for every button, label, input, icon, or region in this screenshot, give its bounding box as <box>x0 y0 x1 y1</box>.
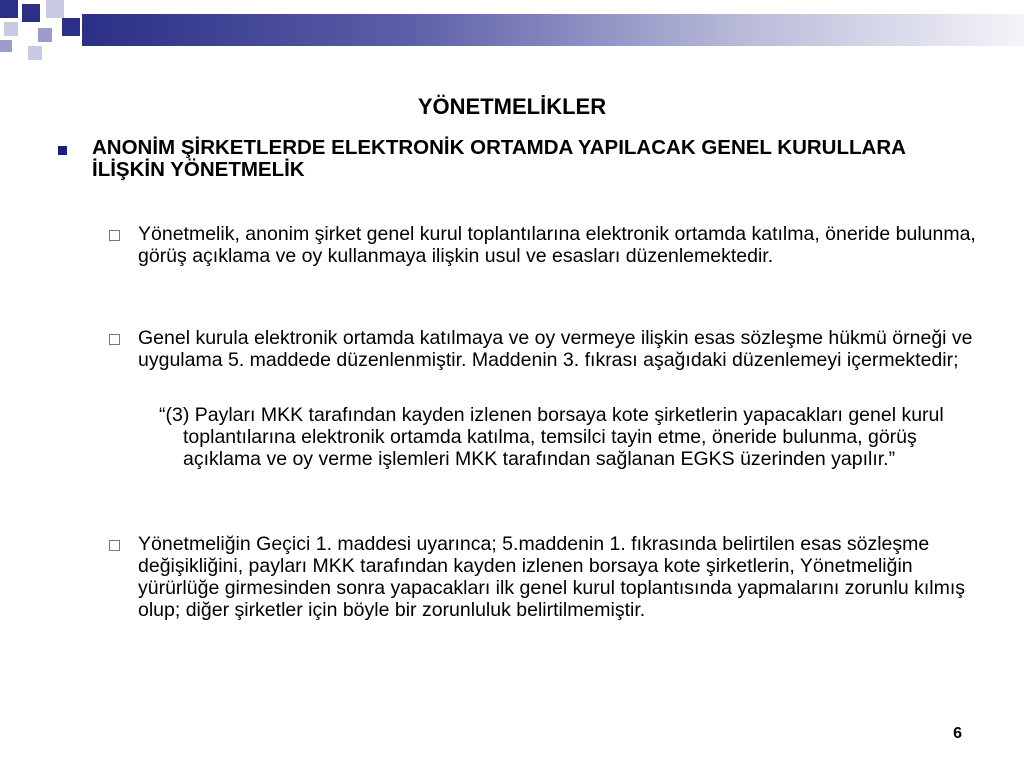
list-item: Yönetmelik, anonim şirket genel kurul toplantılarına elektronik ortamda katılma, öneride bulunma, görüş açıklama ve oy kullanmaya ilişkin usul ve esasları düzenlemektedir. <box>138 223 976 267</box>
decor-square <box>0 0 18 18</box>
slide-title: YÖNETMELİKLER <box>417 94 607 119</box>
decor-square <box>22 4 40 22</box>
decor-square <box>4 22 18 36</box>
decor-square <box>28 46 42 60</box>
checkbox-bullet-icon <box>109 334 120 345</box>
decor-square <box>38 28 52 42</box>
quote-text: “(3) Payları MKK tarafından kayden izlenen borsaya kote şirketlerin yapacakları genel kurul toplantılarına elektronik ortamda katılma, temsilci tayin etme, öneride bulunma, görüş açıklama ve oy verme işlemleri MKK tarafından sağlanan EGKS üzerinden yapılır.” <box>159 404 944 470</box>
decor-square <box>46 0 64 18</box>
page-number: 6 <box>953 725 962 742</box>
checkbox-bullet-icon <box>109 230 120 241</box>
header-gradient-bar <box>82 14 1024 46</box>
decor-square <box>0 40 12 52</box>
main-point: ANONİM ŞİRKETLERDE ELEKTRONİK ORTAMDA YAPILACAK GENEL KURULLARA İLİŞKİN YÖNETMELİK <box>92 136 906 181</box>
checkbox-bullet-icon <box>109 540 120 551</box>
list-item: Yönetmeliğin Geçici 1. maddesi uyarınca; 5.maddenin 1. fıkrasında belirtilen esas sözleşme değişikliğini, payları MKK tarafından kayden izlenen borsaya kote şirketlerin, Yönetmeliğin yürürlüğe girmesinden sonra yapacakları ilk genel kurul toplantısında yapmalarını zorunlu kılmış olup; diğer şirketler için böyle bir zorunluluk belirtilmemiştir. <box>138 533 965 621</box>
quoted-regulation <box>159 404 979 470</box>
decor-square <box>62 18 80 36</box>
square-bullet-icon <box>58 146 67 155</box>
list-item: Genel kurula elektronik ortamda katılmaya ve oy vermeye ilişkin esas sözleşme hükmü örneği ve uygulama 5. maddede düzenlenmiştir. Maddenin 3. fıkrası aşağıdaki düzenlemeyi içermektedir; <box>138 327 973 371</box>
